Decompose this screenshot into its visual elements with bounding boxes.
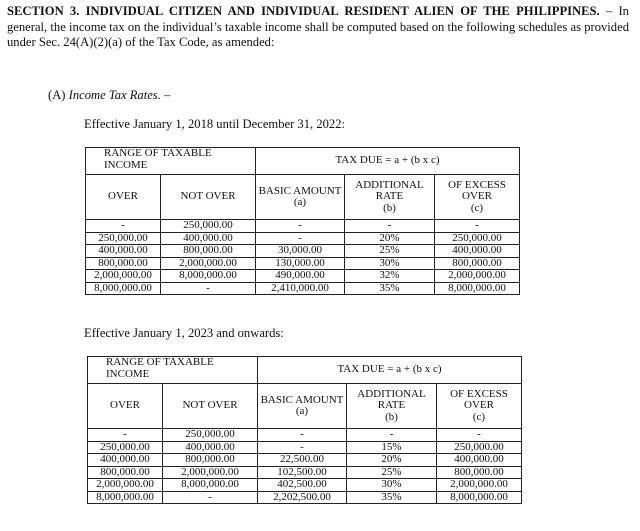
cell-over: 2,000,000.00: [86, 270, 161, 283]
col-basic-label: BASIC AMOUNT: [260, 393, 344, 406]
cell-not-over: 800,000.00: [161, 245, 256, 258]
col-basic-header: [256, 175, 345, 220]
cell-rate: 35%: [347, 491, 437, 504]
cell-basic: -: [258, 429, 347, 442]
cell-excess: 250,000.00: [435, 232, 520, 245]
cell-basic: -: [258, 441, 347, 454]
cell-over: 8,000,000.00: [88, 491, 163, 504]
cell-over: -: [86, 220, 161, 233]
col-over-header: OVER: [88, 384, 163, 429]
cell-excess: 2,000,000.00: [437, 479, 522, 492]
cell-excess: 2,000,000.00: [435, 270, 520, 283]
cell-rate: 35%: [345, 282, 435, 295]
range-header: RANGE OF TAXABLE INCOME: [88, 357, 258, 384]
cell-basic: -: [256, 232, 345, 245]
subsection-label: (A): [48, 88, 69, 102]
cell-rate: 20%: [347, 454, 437, 467]
cell-basic: 490,000.00: [256, 270, 345, 283]
cell-rate: 30%: [345, 257, 435, 270]
table-row: [86, 220, 520, 233]
section-heading: SECTION 3. INDIVIDUAL CITIZEN AND INDIVIDUAL RESIDENT ALIEN OF THE PHILIPPINES.: [7, 4, 600, 18]
table-row: [86, 232, 520, 245]
cell-excess: -: [435, 220, 520, 233]
cell-over: 400,000.00: [88, 454, 163, 467]
effective-2023-caption: Effective January 1, 2023 and onwards:: [84, 326, 284, 340]
cell-rate: -: [347, 429, 437, 442]
cell-rate: 25%: [347, 466, 437, 479]
cell-over: 400,000.00: [86, 245, 161, 258]
table-row: [88, 466, 522, 479]
table-row: [86, 257, 520, 270]
table-row: [88, 491, 522, 504]
table-row: [86, 270, 520, 283]
section-body: – In general, the income tax on the individual’s taxable income shall be computed based on the following schedules as provided under Sec. 24(A)(2)(a) of the Tax Code, as amended:: [7, 4, 629, 49]
cell-over: 2,000,000.00: [88, 479, 163, 492]
cell-rate: 30%: [347, 479, 437, 492]
cell-excess: 400,000.00: [437, 454, 522, 467]
cell-basic: 30,000.00: [256, 245, 345, 258]
cell-basic: 22,500.00: [258, 454, 347, 467]
cell-basic: -: [256, 220, 345, 233]
cell-not-over: -: [163, 491, 258, 504]
range-header: RANGE OF TAXABLE INCOME: [86, 148, 256, 175]
col-over-header: OVER: [86, 175, 161, 220]
cell-excess: 400,000.00: [435, 245, 520, 258]
table-row: [88, 454, 522, 467]
cell-basic: 2,202,500.00: [258, 491, 347, 504]
col-not-over-header: NOT OVER: [161, 175, 256, 220]
cell-basic: 402,500.00: [258, 479, 347, 492]
cell-rate: -: [345, 220, 435, 233]
tax-table-2023: [87, 356, 522, 504]
cell-rate: 32%: [345, 270, 435, 283]
cell-rate: 20%: [345, 232, 435, 245]
cell-excess: 8,000,000.00: [437, 491, 522, 504]
cell-over: 250,000.00: [86, 232, 161, 245]
col-excess-key: (c): [472, 410, 486, 423]
effective-2018-caption: Effective January 1, 2018 until December 31, 2022:: [84, 117, 346, 131]
subsection-heading: [48, 88, 170, 103]
tax-due-header: TAX DUE = a + (b x c): [256, 148, 520, 175]
cell-not-over: -: [161, 282, 256, 295]
col-rate-key: (b): [383, 201, 396, 214]
col-rate-label: ADDITIONAL RATE: [355, 178, 424, 203]
cell-not-over: 2,000,000.00: [163, 466, 258, 479]
col-excess-header: [435, 175, 520, 220]
col-excess-label: OF EXCESS OVER: [450, 387, 508, 412]
col-excess-label: OF EXCESS OVER: [448, 178, 506, 203]
cell-basic: 130,000.00: [256, 257, 345, 270]
col-rate-label: ADDITIONAL RATE: [357, 387, 426, 412]
cell-not-over: 2,000,000.00: [161, 257, 256, 270]
col-rate-key: (b): [385, 410, 398, 423]
table-row: [86, 282, 520, 295]
cell-basic: 2,410,000.00: [256, 282, 345, 295]
cell-excess: -: [437, 429, 522, 442]
col-excess-key: (c): [470, 201, 484, 214]
cell-over: 800,000.00: [86, 257, 161, 270]
table-row: [88, 441, 522, 454]
cell-not-over: 8,000,000.00: [161, 270, 256, 283]
cell-not-over: 800,000.00: [163, 454, 258, 467]
cell-not-over: 250,000.00: [161, 220, 256, 233]
cell-not-over: 400,000.00: [161, 232, 256, 245]
table-row: [86, 245, 520, 258]
tax-due-header: TAX DUE = a + (b x c): [258, 357, 522, 384]
cell-excess: 800,000.00: [435, 257, 520, 270]
cell-not-over: 8,000,000.00: [163, 479, 258, 492]
table-row: [88, 429, 522, 442]
cell-over: -: [88, 429, 163, 442]
col-excess-header: [437, 384, 522, 429]
section-paragraph: [7, 4, 629, 51]
col-basic-key: (a): [295, 405, 309, 417]
col-basic-label: BASIC AMOUNT: [258, 184, 342, 197]
cell-not-over: 400,000.00: [163, 441, 258, 454]
col-rate-header: [347, 384, 437, 429]
table-row: [88, 479, 522, 492]
cell-not-over: 250,000.00: [163, 429, 258, 442]
col-rate-header: [345, 175, 435, 220]
cell-basic: 102,500.00: [258, 466, 347, 479]
col-not-over-header: NOT OVER: [163, 384, 258, 429]
col-basic-key: (a): [293, 196, 307, 208]
tax-table-2018: [85, 147, 520, 295]
cell-over: 8,000,000.00: [86, 282, 161, 295]
cell-excess: 8,000,000.00: [435, 282, 520, 295]
cell-rate: 25%: [345, 245, 435, 258]
cell-excess: 800,000.00: [437, 466, 522, 479]
col-basic-header: [258, 384, 347, 429]
cell-rate: 15%: [347, 441, 437, 454]
cell-over: 800,000.00: [88, 466, 163, 479]
cell-excess: 250,000.00: [437, 441, 522, 454]
subsection-title: Income Tax Rates. –: [68, 88, 171, 102]
cell-over: 250,000.00: [88, 441, 163, 454]
